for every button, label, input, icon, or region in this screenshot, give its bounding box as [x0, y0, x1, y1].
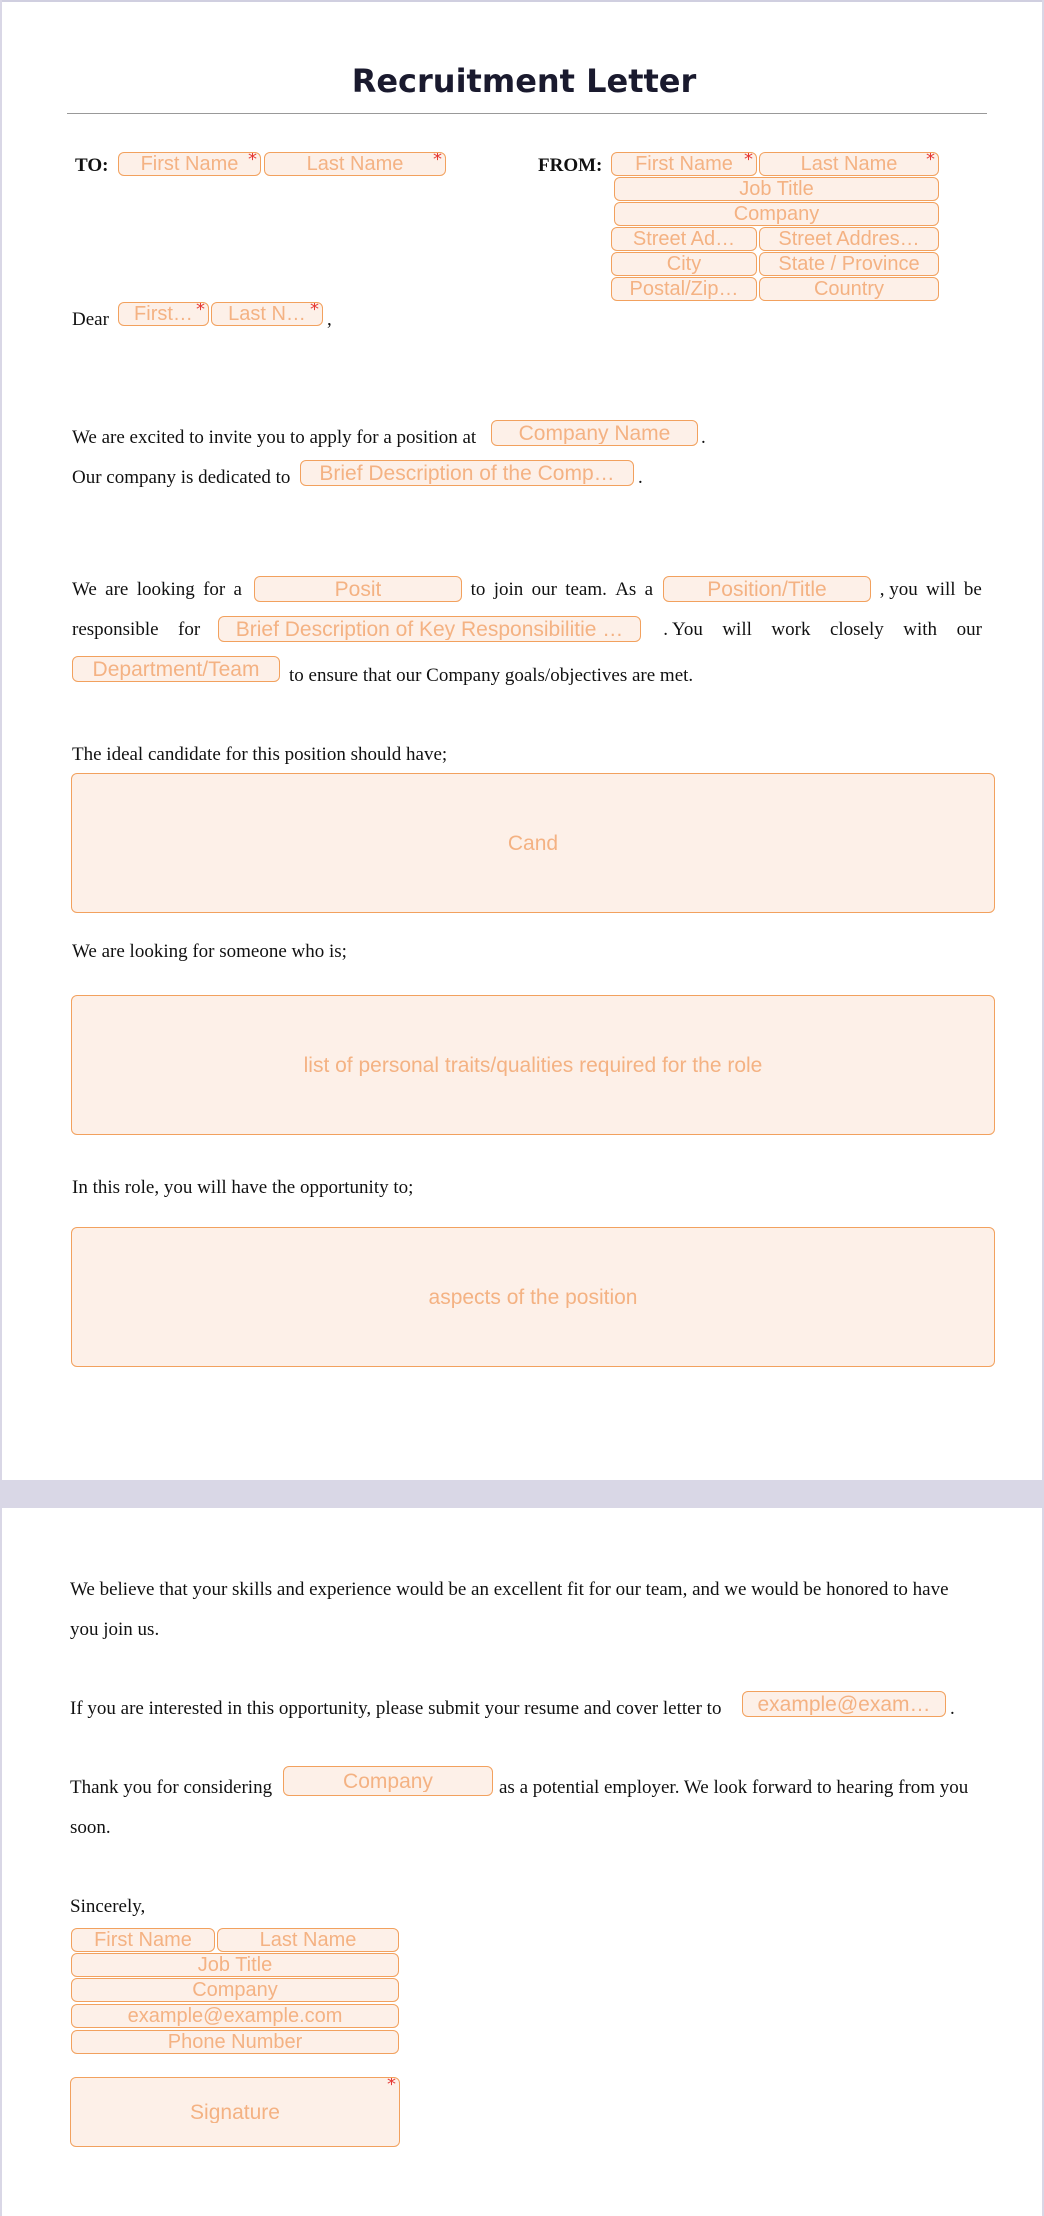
word: a — [644, 578, 654, 600]
department-field[interactable] — [72, 656, 280, 682]
to-label: TO: — [75, 155, 109, 176]
required-mark: * — [248, 152, 257, 170]
from-first-name-placeholder: First Name — [635, 154, 733, 174]
sender-phone-field[interactable] — [71, 2030, 399, 2054]
signature-field[interactable] — [70, 2077, 400, 2147]
company-description-placeholder: Brief Description of the Comp… — [319, 462, 615, 484]
sender-job-title-field[interactable] — [71, 1953, 399, 1977]
word: will — [722, 618, 752, 640]
word: work — [771, 618, 811, 640]
contact-email-field[interactable] — [742, 1691, 946, 1717]
dear-last-name-field[interactable] — [211, 302, 323, 326]
from-company-placeholder: Company — [733, 204, 820, 224]
word: , you — [879, 578, 918, 600]
from-job-title-field[interactable] — [614, 177, 939, 201]
from-street1-field[interactable] — [611, 227, 757, 251]
from-country-field[interactable] — [759, 277, 939, 301]
word: looking — [136, 578, 195, 600]
submit-text: If you are interested in this opportunity, please submit your resume and cover letter to — [70, 1698, 722, 1719]
fit-line-1: We believe that your skills and experience would be an excellent fit for our team, and we would be honored to have — [70, 1579, 949, 1600]
position-title-field[interactable] — [663, 576, 871, 602]
traits-label: We are looking for someone who is; — [72, 941, 347, 962]
thanks-line-2: soon. — [70, 1817, 111, 1838]
responsibilities-field[interactable] — [218, 616, 641, 642]
para1-line2-text: Our company is dedicated to — [72, 467, 291, 488]
word: responsible — [72, 618, 159, 640]
page-1 — [2, 0, 1042, 1480]
word: for — [203, 578, 226, 600]
thanks-company-placeholder: Company — [343, 1770, 433, 1792]
word: be — [963, 578, 982, 600]
signature-placeholder: Signature — [190, 2101, 280, 2123]
sender-last-name-field[interactable] — [217, 1928, 399, 1952]
from-job-title-placeholder: Job Title — [739, 179, 814, 199]
from-state-placeholder: State / Province — [778, 254, 920, 274]
thanks-company-field[interactable] — [283, 1766, 493, 1796]
from-street2-placeholder: Street Addres… — [778, 229, 920, 249]
company-description-field[interactable] — [300, 460, 634, 486]
para1-line1-end: . — [701, 427, 706, 448]
sender-first-name-placeholder: First Name — [94, 1930, 192, 1950]
from-postal-field[interactable] — [611, 277, 757, 301]
company-name-field[interactable] — [491, 420, 698, 446]
thanks-prefix: Thank you for considering — [70, 1777, 273, 1798]
contact-email-placeholder: example@exam… — [757, 1693, 931, 1715]
word: join — [493, 578, 524, 600]
thanks-suffix: as a potential employer. We look forward to hearing from you — [499, 1777, 969, 1798]
word: with — [903, 618, 938, 640]
position-title-placeholder: Position/Title — [707, 578, 827, 600]
from-company-field[interactable] — [614, 202, 939, 226]
opportunity-label: In this role, you will have the opportunity to; — [72, 1177, 414, 1198]
required-mark: * — [387, 2077, 396, 2095]
position-field[interactable] — [254, 576, 462, 602]
title-divider — [67, 113, 987, 114]
word: As — [615, 578, 637, 600]
required-mark: * — [744, 152, 753, 170]
word: closely — [829, 618, 884, 640]
word: to — [470, 578, 486, 600]
submit-end: . — [950, 1698, 955, 1719]
candidate-placeholder: Cand — [507, 832, 559, 854]
dear-last-name-placeholder: Last N… — [228, 304, 306, 324]
to-first-name-field[interactable] — [118, 152, 261, 176]
responsibilities-placeholder: Brief Description of Key Responsibilitie … — [235, 618, 624, 640]
from-postal-placeholder: Postal/Zip… — [629, 279, 739, 299]
sender-first-name-field[interactable] — [71, 1928, 215, 1952]
sender-email-field[interactable] — [71, 2004, 399, 2028]
candidate-textarea[interactable] — [71, 773, 995, 913]
sender-phone-placeholder: Phone Number — [167, 2032, 303, 2052]
word: team. — [565, 578, 607, 600]
required-mark: * — [433, 152, 442, 170]
para2-line3-end: to ensure that our Company goals/objectives are met. — [289, 665, 694, 686]
dear-first-name-placeholder: First… — [134, 304, 193, 324]
word: . You — [663, 618, 703, 640]
from-street1-placeholder: Street Ad… — [632, 229, 736, 249]
dear-first-name-field[interactable] — [118, 302, 209, 326]
sincerely: Sincerely, — [70, 1896, 146, 1917]
from-city-placeholder: City — [666, 254, 702, 274]
required-mark: * — [926, 152, 935, 170]
para1-line2-end: . — [638, 467, 643, 488]
required-mark: * — [196, 302, 205, 320]
department-placeholder: Department/Team — [92, 658, 260, 680]
to-first-name-placeholder: First Name — [140, 154, 239, 174]
sender-company-field[interactable] — [71, 1978, 399, 2002]
fit-line-2: you join us. — [70, 1619, 160, 1640]
word: are — [105, 578, 129, 600]
from-state-field[interactable] — [759, 252, 939, 276]
position-placeholder: Posit — [334, 578, 382, 600]
word: We — [72, 578, 97, 600]
sender-company-placeholder: Company — [192, 1980, 278, 2000]
sender-job-title-placeholder: Job Title — [197, 1955, 273, 1975]
word: our — [531, 578, 557, 600]
from-label: FROM: — [538, 155, 603, 176]
to-last-name-field[interactable] — [264, 152, 446, 176]
traits-textarea[interactable] — [71, 995, 995, 1135]
traits-placeholder: list of personal traits/qualities required for the role — [303, 1054, 763, 1076]
word: will — [926, 578, 956, 600]
from-last-name-field[interactable] — [759, 152, 939, 176]
from-first-name-field[interactable] — [611, 152, 757, 176]
from-street2-field[interactable] — [759, 227, 939, 251]
dear-comma: , — [327, 309, 332, 330]
company-name-placeholder: Company Name — [518, 422, 671, 444]
para1-line1-text: We are excited to invite you to apply for a position at — [72, 427, 477, 448]
opportunity-placeholder: aspects of the position — [428, 1286, 638, 1308]
from-country-placeholder: Country — [813, 279, 885, 299]
required-mark: * — [310, 302, 319, 320]
word: a — [233, 578, 242, 600]
to-last-name-placeholder: Last Name — [306, 154, 404, 174]
word: our — [956, 618, 982, 640]
sender-email-placeholder: example@example.com — [127, 2006, 343, 2026]
page-2 — [2, 1508, 1042, 2216]
candidate-label: The ideal candidate for this position should have; — [72, 744, 448, 765]
opportunity-textarea[interactable] — [71, 1227, 995, 1367]
from-last-name-placeholder: Last Name — [800, 154, 898, 174]
from-city-field[interactable] — [611, 252, 757, 276]
page-title: Recruitment Letter — [351, 62, 697, 100]
word: for — [178, 618, 201, 640]
dear-label: Dear — [72, 309, 109, 330]
sender-last-name-placeholder: Last Name — [259, 1930, 357, 1950]
